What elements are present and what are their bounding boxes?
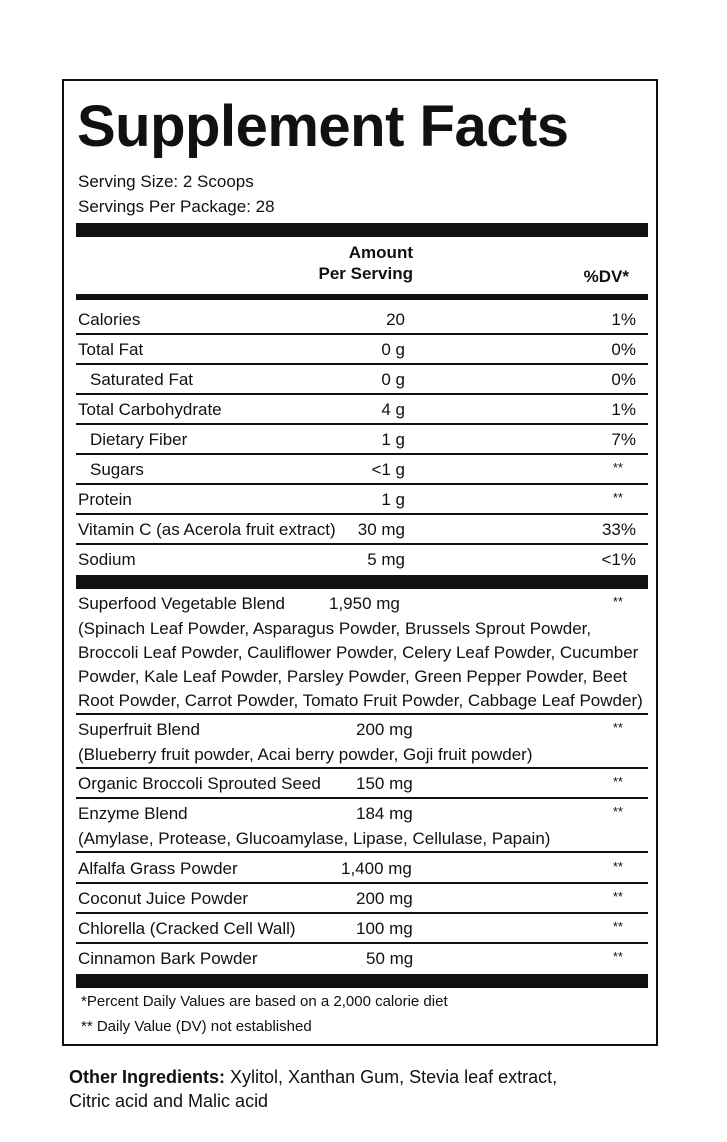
- servings-per-package: Servings Per Package: 28: [78, 197, 275, 216]
- blend-description: (Blueberry fruit powder, Acai berry powder, Goji fruit powder): [78, 745, 533, 764]
- panel-title: Supplement Facts: [77, 94, 569, 159]
- other-ingredients: [69, 1065, 669, 1113]
- thick-divider: [76, 974, 648, 988]
- footnote-dv: *Percent Daily Values are based on a 2,000 calorie diet: [81, 993, 448, 1010]
- row-divider: [76, 851, 648, 853]
- row-divider: [76, 423, 648, 425]
- row-divider: [76, 797, 648, 799]
- row-divider: [76, 767, 648, 769]
- other-ingredients-line1: Xylitol, Xanthan Gum, Stevia leaf extract,: [225, 1067, 558, 1087]
- row-divider: [76, 882, 648, 884]
- row-divider: [76, 513, 648, 515]
- row-divider: [76, 483, 648, 485]
- blend-description: (Spinach Leaf Powder, Asparagus Powder, Brussels Sprout Powder, Broccoli Leaf Powder, Cauliflower Powder, Celery Leaf Powder, Cucumber Powder, Kale Leaf Powder, Parsley Powder, Green Pepper Powder, Beet Root Powder, Carrot Powder, Tomato Fruit Powder, Cabbage Leaf Powder): [78, 619, 643, 710]
- row-divider: [76, 333, 648, 335]
- serving-size: Serving Size: 2 Scoops: [78, 172, 254, 191]
- row-divider: [76, 363, 648, 365]
- amount-header: Amount Per Serving: [318, 243, 413, 283]
- row-divider: [76, 453, 648, 455]
- row-divider: [76, 713, 648, 715]
- dv-header: %DV*: [583, 267, 629, 286]
- row-divider: [76, 543, 648, 545]
- row-divider: [76, 393, 648, 395]
- blend-description: (Amylase, Protease, Glucoamylase, Lipase, Cellulase, Papain): [78, 829, 551, 848]
- supplement-facts-panel: Supplement Facts Serving Size: 2 Scoops Servings Per Package: 28 Amount Per Serving %DV* Calories 20 1% Total Fat 0 g 0% Saturated Fat 0 g 0% Total Carbohydrate 4 g 1% Dietary Fiber 1 g 7% Sugars <1 g ** Protein 1 g ** Vitamin C (as Acerola fruit extract) 30 mg 33% Sodium 5 mg <1% Superfood Vegetable Blend 1,950 mg ** (Spinach Leaf Powder, Asparagus Powder, Brussels Sprout Powder, Broccoli Leaf Powder, Cauliflower Powder, Celery Leaf Powder, Cucumber Powder, Kale Leaf Powder, Parsley Powder, Green Pepper Powder, Beet Root Powder, Carrot Powder, Tomato Fruit Powder, Cabbage Leaf Powder) Superfruit Blend 200 mg ** (Blueberry fruit powder, Acai berry powder, Goji fruit powder) Organic Broccoli Sprouted Seed 150 mg ** Enzyme Blend 184 mg ** (Amylase, Protease, Glucoamylase, Lipase, Cellulase, Papain) Alfalfa Grass Powder 1,400 mg ** Coconut Juice Powder 200 mg ** Chlorella (Cracked Cell Wall) 100 mg ** Cinnamon Bark Powder 50 mg ** *Percent Daily Values are based on a 2,000 calorie diet ** Daily Value (DV) not established: [62, 79, 658, 1046]
- other-ingredients-label: Other Ingredients:: [69, 1067, 226, 1087]
- footnote-not-established: ** Daily Value (DV) not established: [81, 1018, 312, 1035]
- thick-divider: [76, 223, 648, 237]
- header-divider: [76, 294, 648, 300]
- row-divider: [76, 912, 648, 914]
- other-ingredients-line2: Citric acid and Malic acid: [69, 1091, 269, 1111]
- row-divider: [76, 942, 648, 944]
- thick-divider: [76, 575, 648, 589]
